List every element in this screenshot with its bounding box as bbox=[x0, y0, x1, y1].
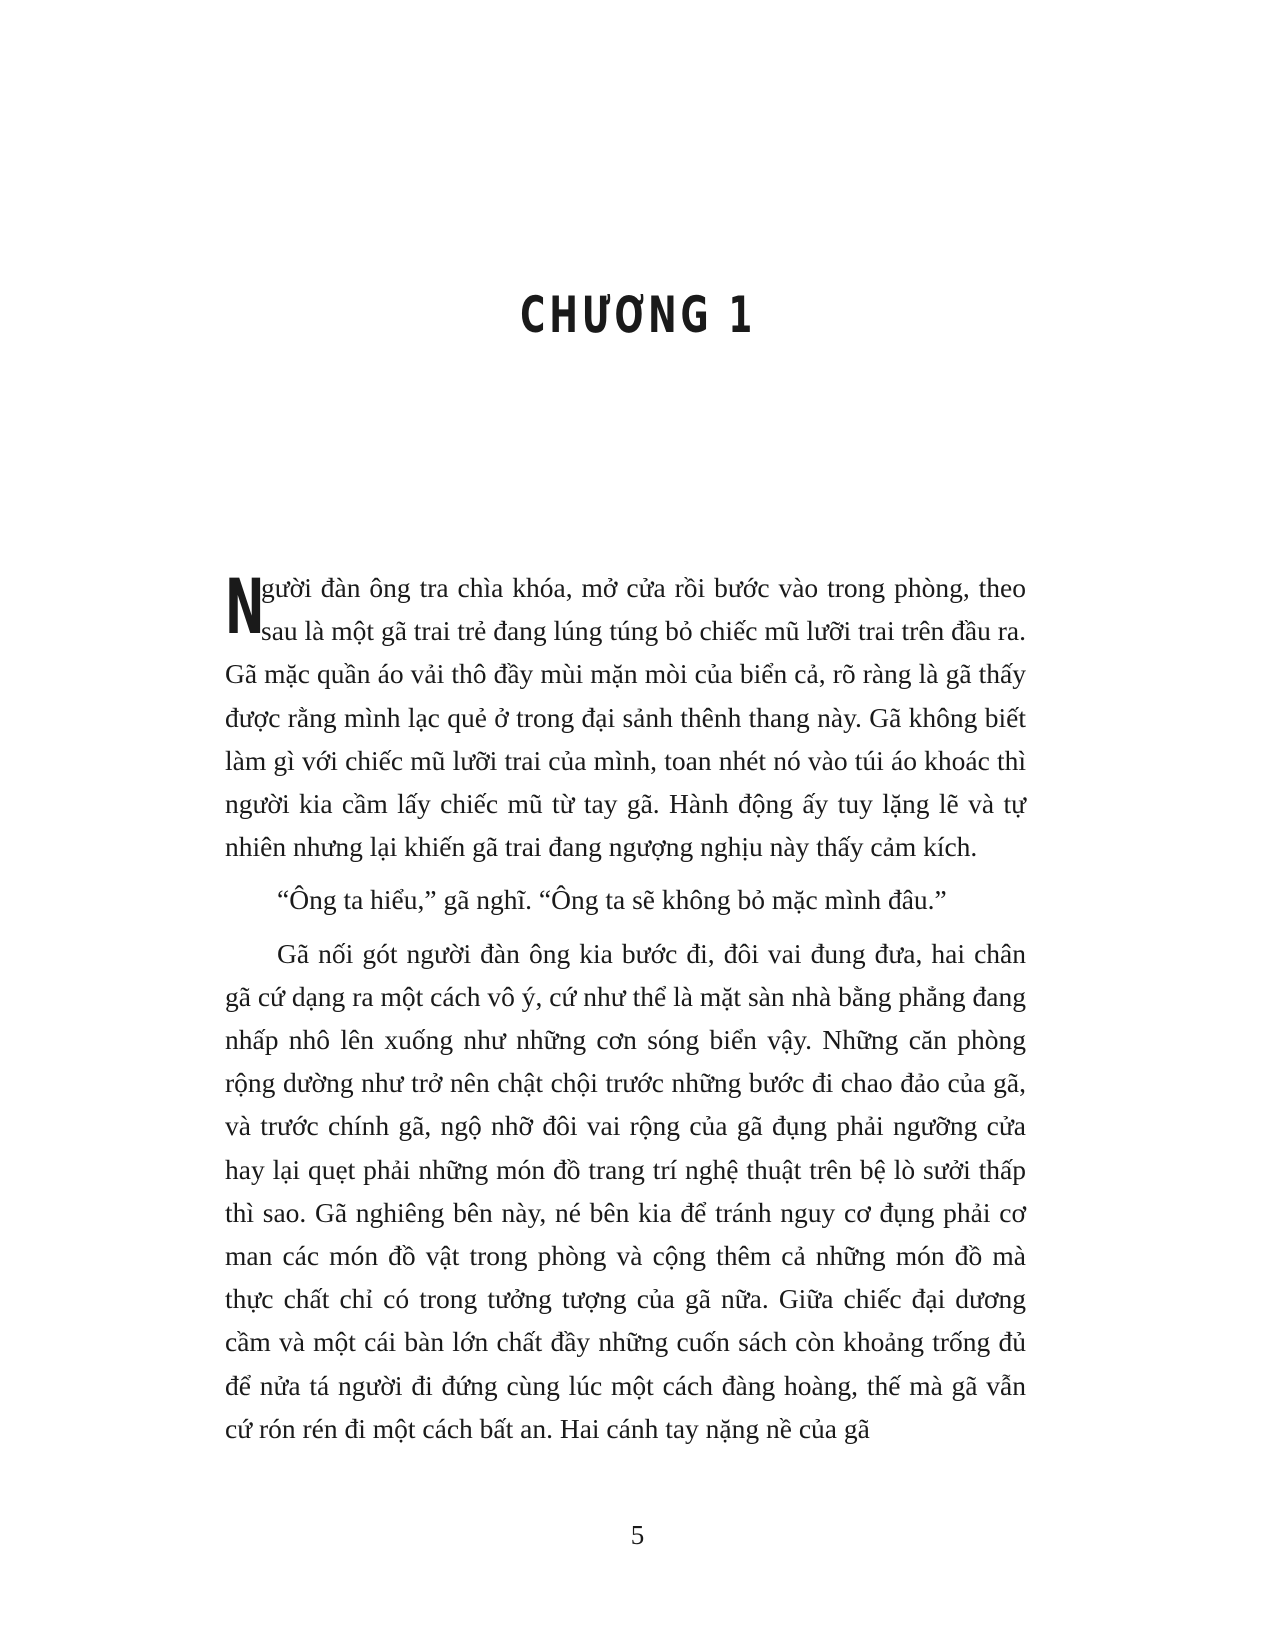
paragraph-1-text: gười đàn ông tra chìa khóa, mở cửa rồi bước vào trong phòng, theo sau là một gã trai trẻ đang lúng túng bỏ chiếc mũ lưỡi trai trên đầu ra. Gã mặc quần áo vải thô đầy mùi mặn mòi của biển cả, rõ ràng là gã thấy được rằng mình lạc quẻ ở trong đại sảnh thênh thang này. Gã không biết làm gì với chiếc mũ lưỡi trai của mình, toan nhét nó vào túi áo khoác thì người kia cầm lấy chiếc mũ từ tay gã. Hành động ấy tuy lặng lẽ và tự nhiên nhưng lại khiến gã trai đang ngượng nghịu này thấy cảm kích. bbox=[225, 572, 1026, 863]
page-number: 5 bbox=[630, 1520, 645, 1550]
paragraph-2: “Ông ta hiểu,” gã nghĩ. “Ông ta sẽ không bỏ mặc mình đâu.” bbox=[277, 884, 947, 916]
chapter-title: CHƯƠNG 1 bbox=[520, 286, 757, 344]
paragraph-1 bbox=[225, 562, 1026, 868]
drop-cap: N bbox=[225, 562, 265, 651]
body-text bbox=[225, 562, 1026, 1460]
paragraph-3: Gã nối gót người đàn ông kia bước đi, đôi vai đung đưa, hai chân gã cứ dạng ra một cách vô ý, cứ như thể là mặt sàn nhà bằng phẳng đang nhấp nhô lên xuống như những cơn sóng biển vậy. Những căn phòng rộng dường như trở nên chật chội trước những bước đi chao đảo của gã, và trước chính gã, ngộ nhỡ đôi vai rộng của gã đụng phải ngưỡng cửa hay lại quẹt phải những món đồ trang trí nghệ thuật trên bệ lò sưởi thấp thì sao. Gã nghiêng bên này, né bên kia để tránh nguy cơ đụng phải cơ man các món đồ vật trong phòng và cộng thêm cả những món đồ mà thực chất chỉ có trong tưởng tượng của gã nữa. Giữa chiếc đại dương cầm và một cái bàn lớn chất đầy những cuốn sách còn khoảng trống đủ để nửa tá người đi đứng cùng lúc một cách đàng hoàng, thế mà gã vẫn cứ rón rén đi một cách bất an. Hai cánh tay nặng nề của gã bbox=[225, 937, 1026, 1444]
